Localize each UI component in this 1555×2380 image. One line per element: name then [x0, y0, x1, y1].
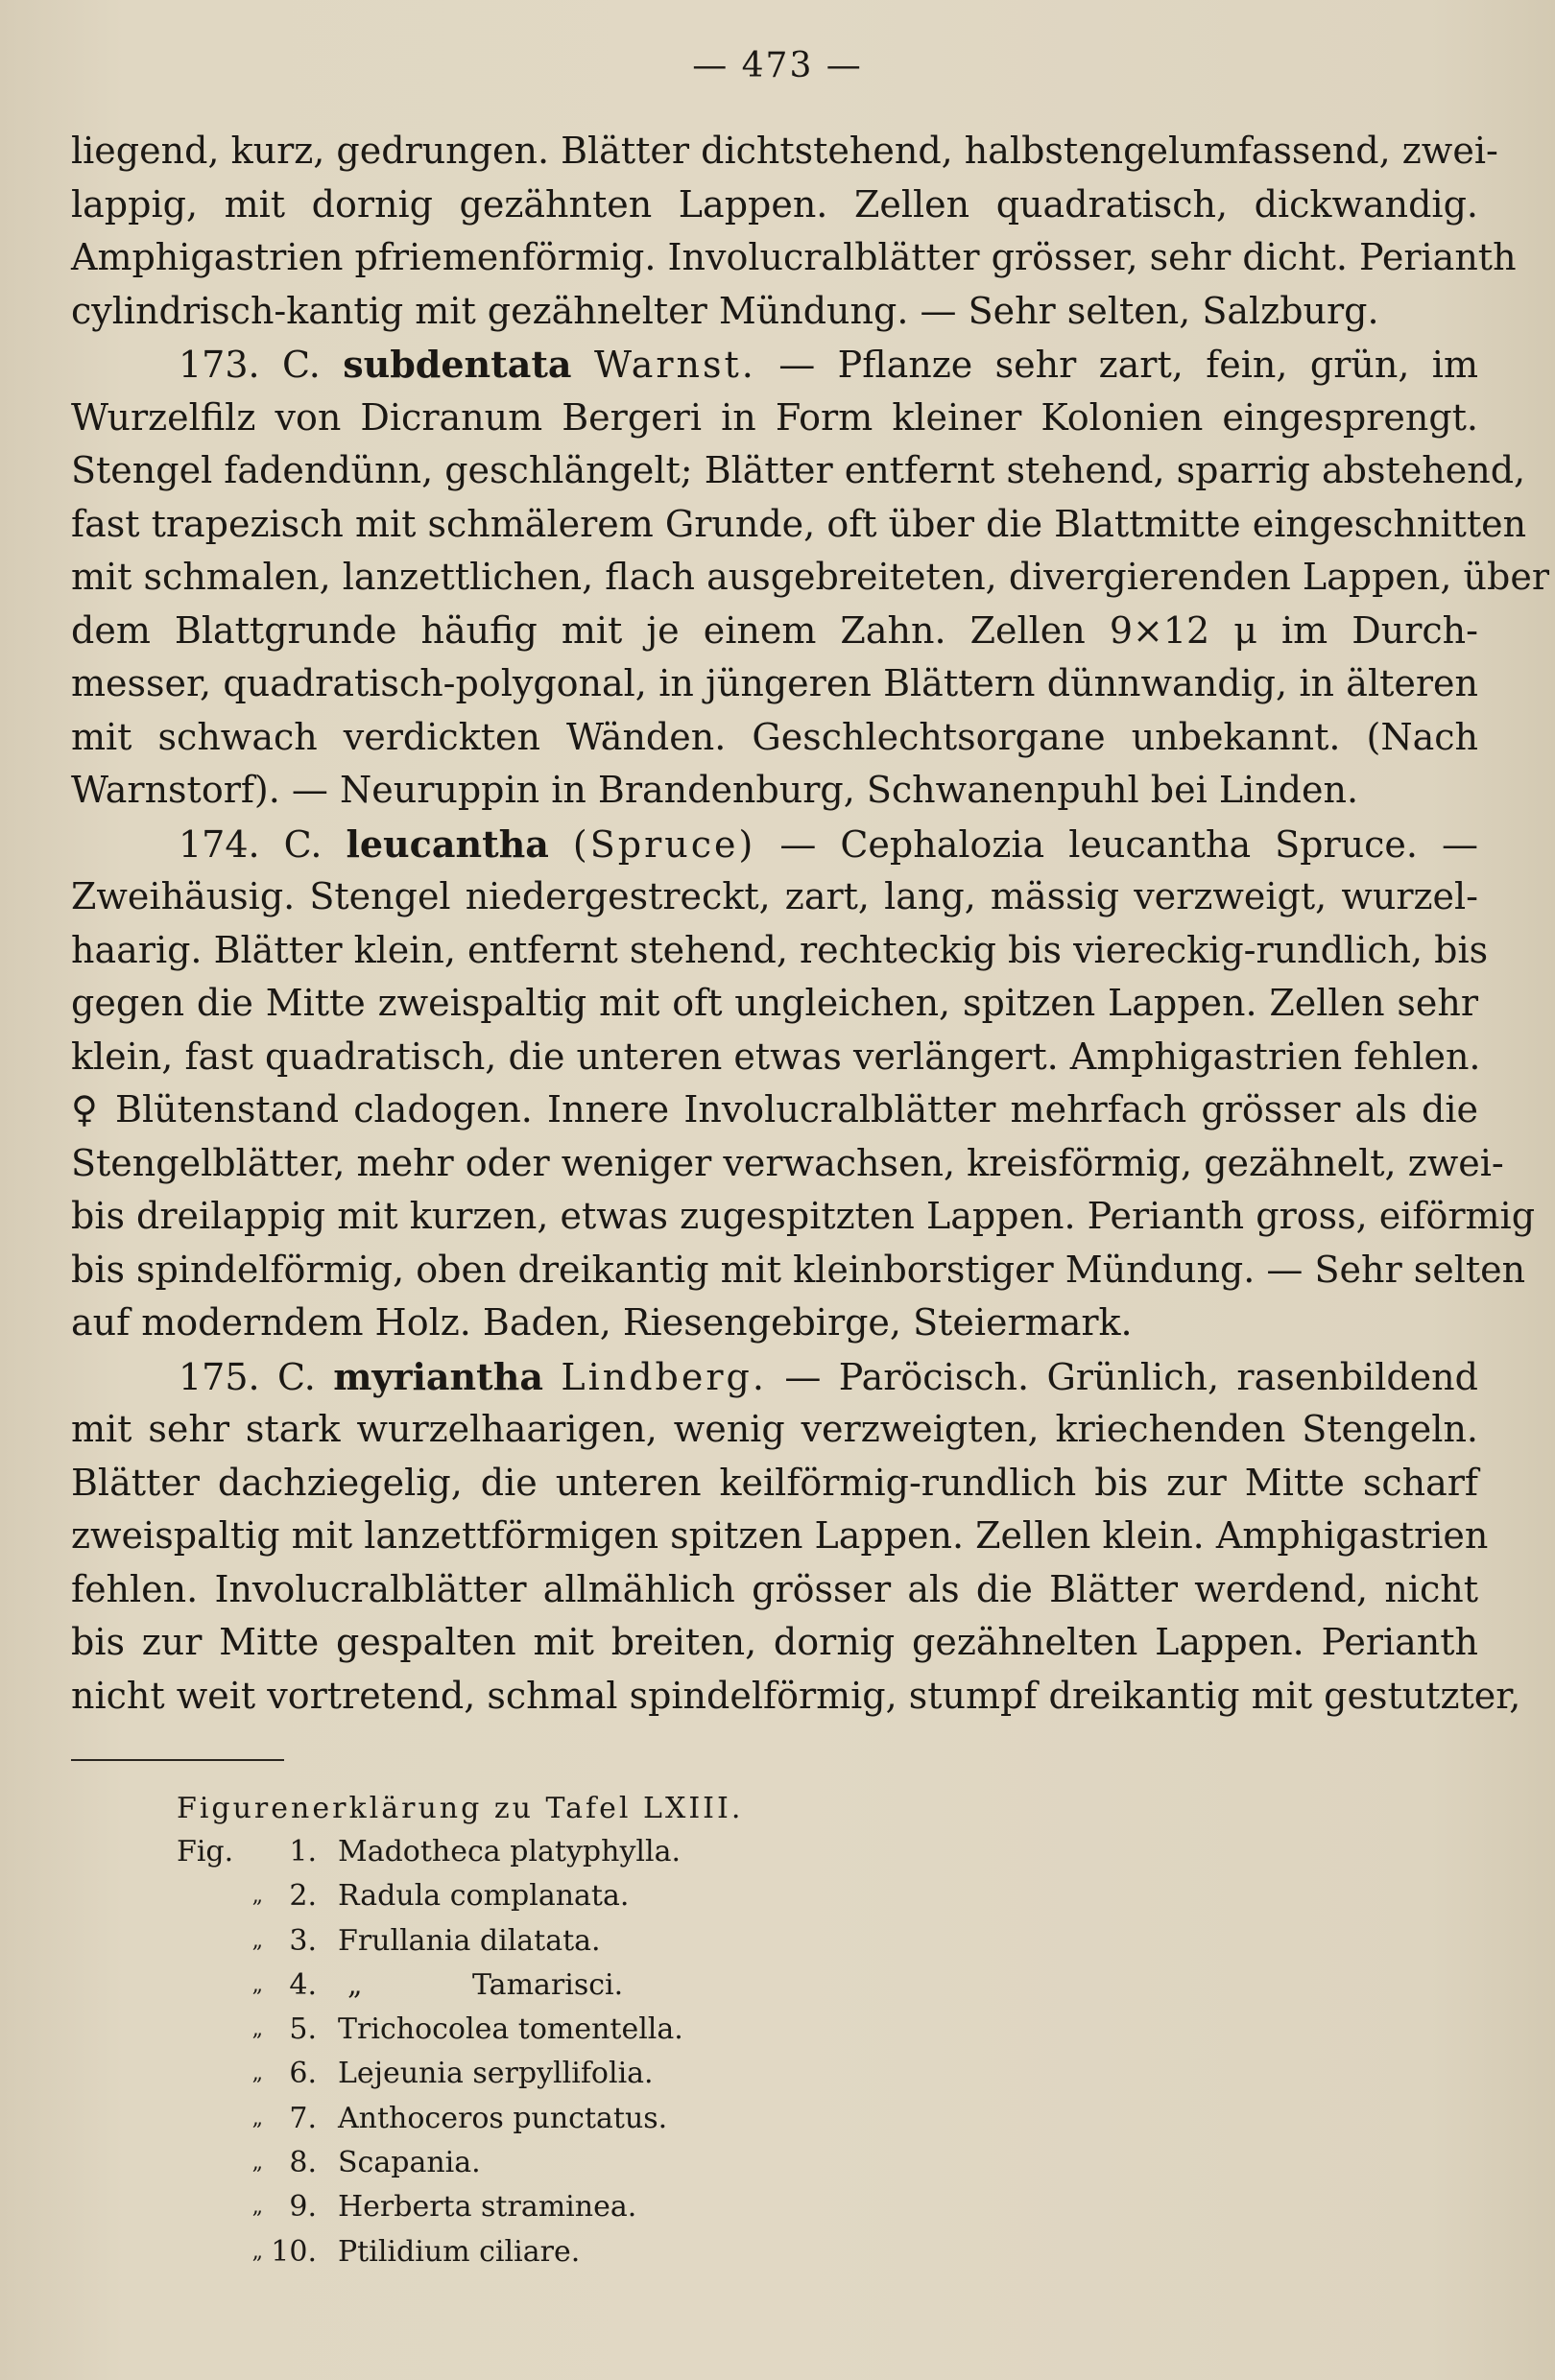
figure-caption: Figurenerklärung zu Tafel LXIII. — [177, 1792, 744, 1825]
figure-prefix: „ — [251, 1884, 263, 1909]
text-line: Warnstorf). — Neuruppin in Brandenburg, Schwanenpuhl bei Linden. — [71, 769, 1359, 811]
figure-number: 3. — [289, 1923, 317, 1958]
figure-prefix: „ — [251, 1972, 263, 1997]
figure-number: 6. — [289, 2057, 317, 2091]
text-line: klein, fast quadratisch, die unteren etwas verlängert. Amphigastrien fehlen. — [71, 1035, 1481, 1078]
figure-entry — [177, 2097, 849, 2141]
text-line: dem Blattgrunde häufig mit je einem Zahn. Zellen 9×12 μ im Durch- — [71, 608, 1478, 652]
text-line: messer, quadratisch-polygonal, in jüngeren Blättern dünnwandig, in älteren — [71, 662, 1478, 704]
figure-entry — [177, 2141, 849, 2185]
text-line: mit schwach verdickten Wänden. Geschlechtsorgane unbekannt. (Nach — [71, 715, 1478, 758]
figure-name: Anthoceros punctatus. — [338, 2101, 668, 2135]
species-name: subdentata — [343, 343, 572, 386]
figure-prefix: „ — [251, 2239, 263, 2264]
text-line: cylindrisch-kantig mit gezähnelter Mündung. — Sehr selten, Salzburg. — [71, 289, 1379, 332]
text-line: fast trapezisch mit schmälerem Grunde, oft über die Blattmitte eingeschnitten — [71, 502, 1527, 545]
figure-prefix: „ — [251, 2106, 263, 2130]
text-line: Zweihäusig. Stengel niedergestreckt, zart, lang, mässig verzweigt, wurzel- — [71, 875, 1478, 917]
figure-list — [177, 1830, 849, 2274]
figure-prefix: „ — [251, 2195, 263, 2220]
figure-name: Scapania. — [338, 2146, 481, 2180]
text-line: Blätter dachziegelig, die unteren keilförmig-rundlich bis zur Mitte scharf — [71, 1461, 1478, 1504]
text-line: bis dreilappig mit kurzen, etwas zugespitzten Lappen. Perianth gross, eiförmig — [71, 1195, 1536, 1237]
figure-number: 1. — [289, 1835, 317, 1868]
text-line: mit sehr stark wurzelhaarigen, wenig verzweigten, kriechenden Stengeln. — [71, 1408, 1478, 1450]
text-line: Amphigastrien pfriemenförmig. Involucralblätter grösser, sehr dicht. Perianth — [71, 236, 1517, 278]
figure-number: 2. — [289, 1879, 317, 1914]
figure-entry — [177, 2230, 849, 2274]
figure-number: 10. — [271, 2234, 317, 2269]
figure-entry — [177, 1919, 849, 1964]
text-line: zweispaltig mit lanzettförmigen spitzen Lappen. Zellen klein. Amphigastrien — [71, 1514, 1489, 1557]
figure-name: Frullania dilatata. — [338, 1923, 601, 1958]
species-text: — Paröcisch. Grünlich, rasenbildend — [784, 1355, 1478, 1398]
text-line: auf moderndem Holz. Baden, Riesengebirge, Steiermark. — [71, 1301, 1133, 1344]
figure-number: 5. — [289, 2012, 317, 2047]
text-line: ♀ Blütenstand cladogen. Innere Involucralblätter mehrfach grösser als die — [71, 1088, 1478, 1130]
text-line: gegen die Mitte zweispaltig mit oft ungleichen, spitzen Lappen. Zellen sehr — [71, 982, 1478, 1024]
text-line: lappig, mit dornig gezähnten Lappen. Zellen quadratisch, dickwandig. — [71, 182, 1478, 226]
figure-entry — [177, 1964, 849, 2008]
text-line: mit schmalen, lanzettlichen, flach ausgebreiteten, divergierenden Lappen, über — [71, 556, 1550, 598]
page-number: — 473 — — [692, 46, 863, 85]
figure-name: Radula complanata. — [338, 1879, 630, 1914]
species-name: leucantha — [346, 821, 549, 866]
species-author: Warnst. — [593, 344, 756, 386]
figure-entry — [177, 2185, 849, 2229]
figure-entry — [177, 2008, 849, 2052]
species-number: 173. C. — [179, 344, 321, 386]
text-line: Stengel fadendünn, geschlängelt; Blätter entfernt stehend, sparrig abstehend, — [71, 449, 1526, 491]
figure-name: Ptilidium ciliare. — [338, 2234, 581, 2269]
footnote-divider — [71, 1759, 284, 1761]
text-line: Stengelblätter, mehr oder weniger verwachsen, kreisförmig, gezähnelt, zwei- — [71, 1141, 1504, 1184]
figure-number: 8. — [289, 2146, 317, 2180]
figure-name-text: Tamarisci. — [472, 1967, 624, 2002]
species-number: 174. C. — [179, 822, 323, 866]
figure-number: 9. — [289, 2190, 317, 2225]
figure-name: Herberta straminea. — [338, 2190, 637, 2225]
figure-entry — [177, 1830, 849, 1874]
species-text: — Cephalozia leucantha Spruce. — — [779, 822, 1478, 866]
body-text — [71, 125, 1550, 1723]
figure-prefix: Fig. — [177, 1835, 234, 1868]
figure-entry — [177, 1874, 849, 1918]
species-name: myriantha — [333, 1354, 543, 1398]
text-line: bis zur Mitte gespalten mit breiten, dornig gezähnelten Lappen. Perianth — [71, 1621, 1478, 1663]
text-line: nicht weit vortretend, schmal spindelförmig, stumpf dreikantig mit gestutzter, — [71, 1674, 1521, 1717]
text-line: bis spindelförmig, oben dreikantig mit kleinborstiger Mündung. — Sehr selten — [71, 1248, 1526, 1291]
figure-name: Trichocolea tomentella. — [338, 2012, 683, 2047]
figure-prefix: „ — [251, 1928, 263, 1953]
figure-prefix: „ — [251, 2151, 263, 2176]
species-number: 175. C. — [179, 1355, 316, 1398]
figure-prefix: „ — [251, 2017, 263, 2042]
species-author: (Spruce) — [572, 822, 756, 866]
species-author: Lindberg. — [561, 1355, 767, 1398]
ditto-mark: „ — [347, 1967, 363, 2002]
figure-name — [338, 1964, 849, 2008]
figure-name: Madotheca platyphylla. — [338, 1835, 681, 1868]
figure-prefix: „ — [251, 2061, 263, 2086]
text-line — [71, 338, 1478, 392]
species-text: — Pflanze sehr zart, fein, grün, im — [778, 344, 1478, 386]
text-line: fehlen. Involucralblätter allmählich grösser als die Blätter werdend, nicht — [71, 1567, 1478, 1610]
figure-number: 4. — [289, 1967, 317, 2002]
text-line — [71, 1350, 1478, 1404]
text-line: Wurzelfilz von Dicranum Bergeri in Form kleiner Kolonien eingesprengt. — [71, 395, 1478, 439]
text-line: liegend, kurz, gedrungen. Blätter dichtstehend, halbstengelumfassend, zwei- — [71, 130, 1498, 172]
figure-name: Lejeunia serpyllifolia. — [338, 2057, 654, 2091]
figure-entry — [177, 2052, 849, 2096]
text-line — [71, 818, 1478, 871]
figure-number: 7. — [289, 2101, 317, 2135]
text-line: haarig. Blätter klein, entfernt stehend, rechteckig bis viereckig-rundlich, bis — [71, 928, 1489, 971]
